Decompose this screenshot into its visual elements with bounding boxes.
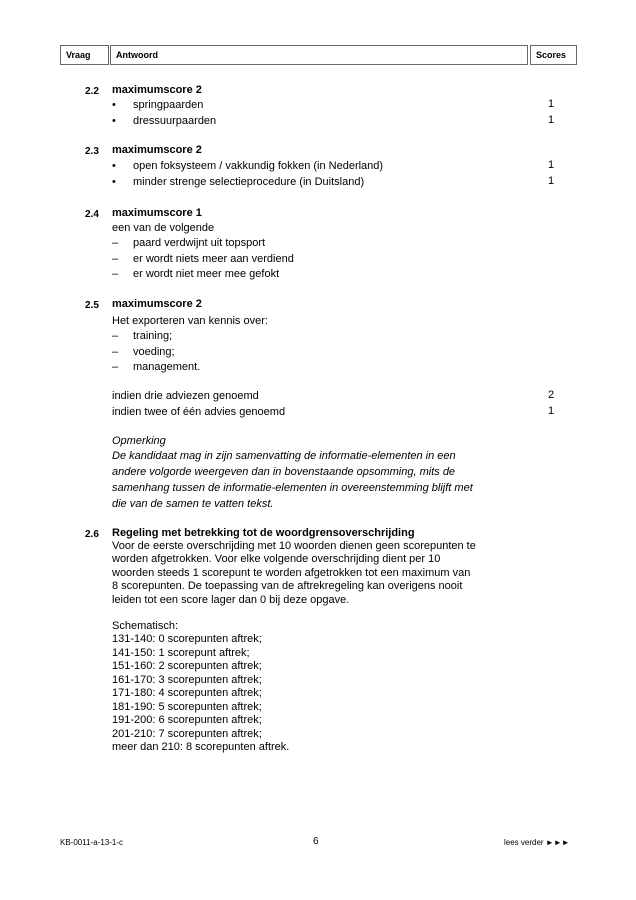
list-item: – paard verdwijnt uit topsport: [112, 237, 266, 249]
criterion-text: indien twee of één advies genoemd: [112, 406, 286, 418]
list-item: • open foksysteem / vakkundig fokken (in Nederland): [112, 160, 384, 172]
rule-paragraph-line: leiden tot een score lager dan 0 bij deze opgave.: [112, 594, 350, 606]
list-item: – er wordt niets meer aan verdiend: [112, 253, 294, 265]
header-scores: Scores: [530, 45, 577, 65]
list-item: – er wordt niet meer mee gefokt: [112, 268, 280, 280]
remark-line: samenhang tussen de informatie-elementen in overeenstemming blijft met: [112, 482, 473, 494]
score-value: 1: [547, 114, 555, 126]
list-item: • minder strenge selectieprocedure (in Duitsland): [112, 176, 365, 188]
score-value: 1: [547, 175, 555, 187]
rule-paragraph-line: 8 scorepunten. De toepassing van de aftrekregeling kan overigens nooit: [112, 580, 463, 592]
list-item: • dressuurpaarden: [112, 115, 217, 127]
maxscore-2-4: maximumscore 1: [112, 207, 202, 219]
list-item: – management.: [112, 361, 201, 373]
score-value: 1: [547, 98, 555, 110]
criterion-text: indien drie adviezen genoemd: [112, 390, 259, 402]
maxscore-2-5: maximumscore 2: [112, 298, 202, 310]
score-value: 1: [547, 159, 555, 171]
rule-paragraph-line: worden afgetrokken. Voor elke volgende overschrijding dient per 10: [112, 553, 441, 565]
remark-line: die van de samen te vatten tekst.: [112, 498, 274, 510]
maxscore-2-3: maximumscore 2: [112, 144, 202, 156]
remark-title: Opmerking: [112, 435, 166, 447]
page-number: 6: [313, 836, 319, 847]
rule-paragraph-line: woorden steeds 1 scorepunt te worden afgetrokken tot een maximum van: [112, 567, 471, 579]
rule-title: Regeling met betrekking tot de woordgrensoverschrijding: [112, 527, 415, 539]
schema-line: 181-190: 5 scorepunten aftrek;: [112, 701, 262, 713]
header-vraag: Vraag: [60, 45, 109, 65]
schema-line: 191-200: 6 scorepunten aftrek;: [112, 714, 262, 726]
schema-line: 171-180: 4 scorepunten aftrek;: [112, 687, 262, 699]
schema-line: 151-160: 2 scorepunten aftrek;: [112, 660, 262, 672]
rule-paragraph-line: Voor de eerste overschrijding met 10 woorden dienen geen scorepunten te: [112, 540, 476, 552]
remark-line: De kandidaat mag in zijn samenvatting de informatie-elementen in een: [112, 450, 456, 462]
document-code: KB-0011-a-13-1-c: [60, 838, 123, 847]
question-number-2-6: 2.6: [85, 529, 99, 540]
schema-line: 141-150: 1 scorepunt aftrek;: [112, 647, 250, 659]
schema-line: 161-170: 3 scorepunten aftrek;: [112, 674, 262, 686]
score-value: 1: [547, 405, 555, 417]
question-number-2-4: 2.4: [85, 209, 99, 220]
schema-title: Schematisch:: [112, 620, 179, 632]
intro-text: Het exporteren van kennis over:: [112, 315, 268, 327]
maxscore-2-2: maximumscore 2: [112, 84, 202, 96]
continue-label: lees verder ►►►: [504, 838, 570, 847]
schema-line: 201-210: 7 scorepunten aftrek;: [112, 728, 262, 740]
header-antwoord: Antwoord: [110, 45, 528, 65]
remark-line: andere volgorde weergeven dan in bovenstaande opsomming, mits de: [112, 466, 456, 478]
list-item: • springpaarden: [112, 99, 204, 111]
question-number-2-3: 2.3: [85, 146, 99, 157]
question-number-2-2: 2.2: [85, 86, 99, 97]
question-number-2-5: 2.5: [85, 300, 99, 311]
list-item: – voeding;: [112, 346, 175, 358]
list-item: – training;: [112, 330, 173, 342]
score-value: 2: [547, 389, 555, 401]
schema-line: meer dan 210: 8 scorepunten aftrek.: [112, 741, 290, 753]
schema-line: 131-140: 0 scorepunten aftrek;: [112, 633, 262, 645]
intro-text: een van de volgende: [112, 222, 215, 234]
